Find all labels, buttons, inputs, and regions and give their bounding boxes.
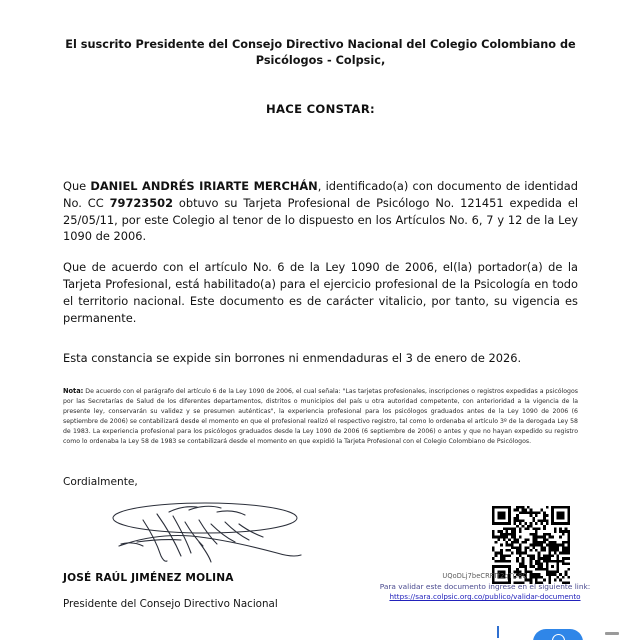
paragraph-1-middle-1: , identificado(a) con documento de identidad No. CC bbox=[63, 178, 578, 210]
legal-note-text: De acuerdo con el parágrafo del artículo 6 de la Ley 1090 de 2006, el cual señala: "Las tarjetas profesionales, inscripciones o registros expedidas a psicólogos por las Secretarías de Salud de los diferentes departamentos, distritos o municipios del país u otra autoridad competente, con anterioridad a la vigencia de la presente ley, conservarán su validez y se presumen auténticas", la experiencia profesional para los psicólogos graduados antes de la Ley 1090 de 2006 (6 septiembre de 2006) se contabilizará desde el momento en que el profesional realizó el respectivo registro, tal como lo ordenaba el artículo 3º de la derogada Ley 58 de 1983. La experiencia profesional para los psicólogos graduados desde la Ley 1090 de 2006 (6 septiembre de 2006) o antes y que no hayan expedido su registro como lo ordenaba la Ley 58 de 1983 se contabilizará desde el momento en que expidió la Tarjeta Profesional con el Colegio Colombiano de Psicólogos. bbox=[63, 387, 578, 445]
holder-id-number: 79723502 bbox=[109, 195, 173, 210]
legal-note bbox=[63, 386, 578, 447]
paragraph-authorization: Que de acuerdo con el artículo No. 6 de la Ley 1090 de 2006, el(la) portador(a) de la Tarjeta Profesional, está habilitado(a) para el ejercicio profesional de la Psicología en todo el territorio nacional. Este documento es de carácter vitalicio, por tanto, su vigencia es permanente. bbox=[63, 260, 578, 325]
paragraph-expedition: Esta constancia se expide sin borrones ni enmendaduras el 3 de enero de 2026. bbox=[63, 350, 522, 365]
paragraph-certification bbox=[63, 178, 578, 246]
widget-divider bbox=[497, 626, 499, 638]
handwritten-signature-image bbox=[81, 498, 331, 566]
chat-bubble-icon bbox=[552, 634, 565, 640]
document-body bbox=[63, 0, 578, 488]
paragraph-1-prefix: Que bbox=[63, 178, 91, 193]
chat-widget-button[interactable] bbox=[533, 629, 583, 640]
minimize-icon[interactable] bbox=[605, 632, 619, 635]
legal-note-label: Nota: bbox=[63, 386, 84, 395]
validation-code: UQoDLj7beCRFTf2qTG8Q bbox=[442, 572, 528, 580]
validation-link[interactable]: https://sara.colpsic.org.co/publico/validar-documento bbox=[389, 592, 581, 601]
declaration-heading: HACE CONSTAR: bbox=[265, 101, 375, 116]
signatory-name: JOSÉ RAÚL JIMÉNEZ MOLINA bbox=[63, 572, 234, 584]
document-header-text: El suscrito Presidente del Consejo Directivo Nacional del Colegio Colombiano de Psicólogos - Colpsic, bbox=[65, 38, 576, 68]
paragraph-1-middle-2: obtuvo su Tarjeta Profesional de Psicólogo No. 121451 expedida el 25/05/11, por este Colegio al tenor de lo dispuesto en los Artículos No. 6, 7 y 12 de la Ley 1090 de 2006. bbox=[63, 195, 579, 244]
signature-block bbox=[63, 498, 363, 610]
signatory-role: Presidente del Consejo Directivo Nacional bbox=[63, 598, 278, 610]
validation-block bbox=[338, 572, 632, 601]
holder-name: DANIEL ANDRÉS IRIARTE MERCHÁN bbox=[90, 178, 318, 193]
closing-salutation: Cordialmente, bbox=[63, 475, 138, 488]
validation-instruction: Para validar este documento ingrese en el siguiente link: bbox=[379, 582, 591, 591]
floating-widget-bar bbox=[0, 626, 640, 640]
